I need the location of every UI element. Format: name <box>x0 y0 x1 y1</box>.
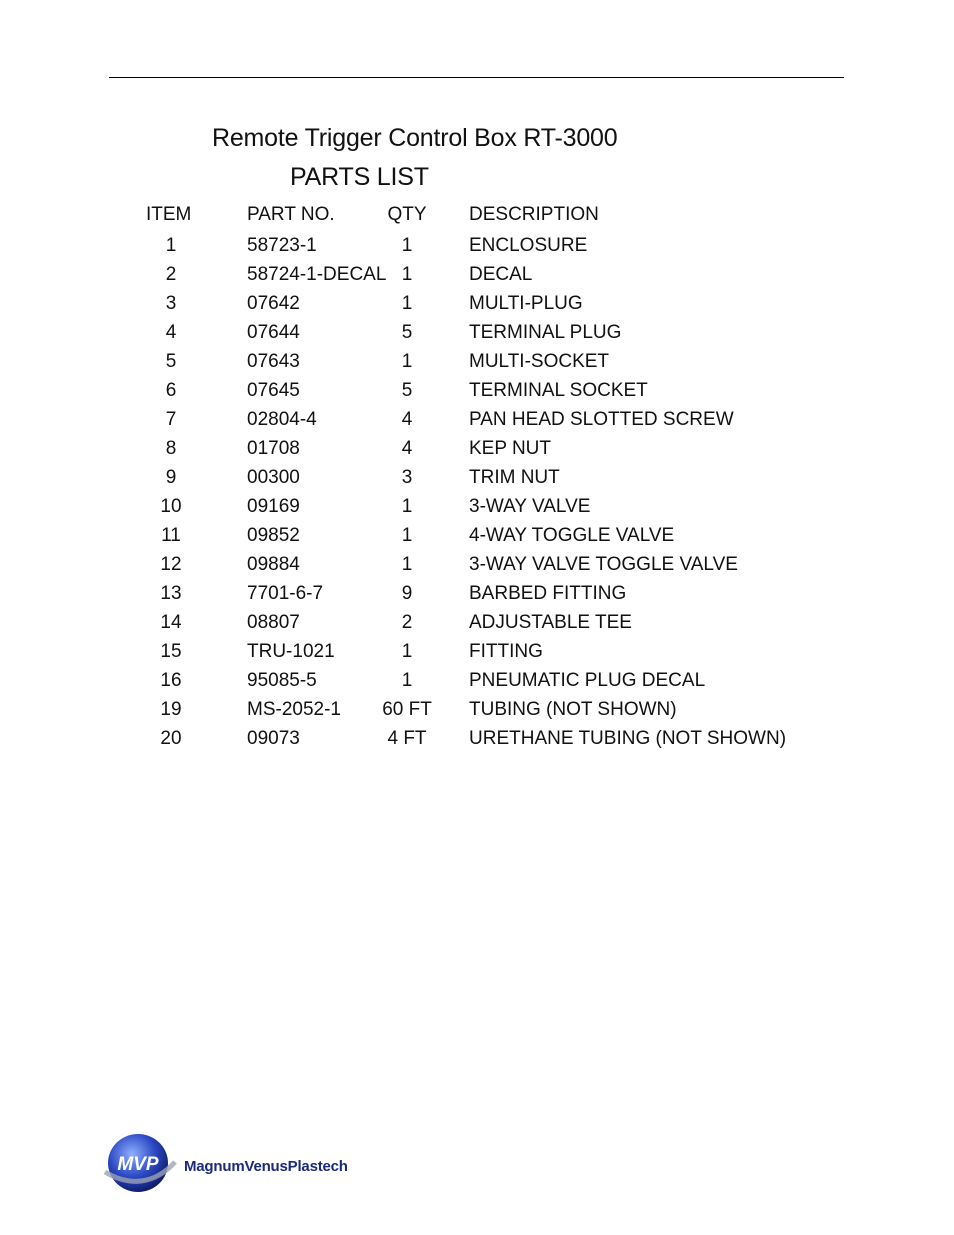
header-qty: QTY <box>387 204 427 225</box>
cell-description: URETHANE TUBING (NOT SHOWN) <box>469 728 787 749</box>
cell-item: 19 <box>160 699 182 720</box>
cell-part-no: 02804-4 <box>247 409 317 430</box>
cell-item: 8 <box>165 438 177 459</box>
cell-item: 14 <box>160 612 182 633</box>
cell-part-no: 09884 <box>247 554 300 575</box>
cell-item: 1 <box>165 235 177 256</box>
cell-item: 20 <box>160 728 182 749</box>
cell-qty: 9 <box>401 583 413 604</box>
cell-item: 16 <box>160 670 182 691</box>
cell-qty: 2 <box>401 612 413 633</box>
cell-qty: 4 <box>401 438 413 459</box>
cell-item: 15 <box>160 641 182 662</box>
cell-qty: 4 FT <box>387 728 427 749</box>
header-description: DESCRIPTION <box>469 204 599 225</box>
cell-description: FITTING <box>469 641 543 662</box>
cell-part-no: TRU-1021 <box>247 641 335 662</box>
cell-part-no: 09169 <box>247 496 300 517</box>
cell-qty: 60 FT <box>382 699 432 720</box>
cell-qty: 1 <box>401 351 413 372</box>
cell-part-no: 01708 <box>247 438 300 459</box>
cell-part-no: 7701-6-7 <box>247 583 324 604</box>
cell-qty: 3 <box>401 467 413 488</box>
cell-item: 5 <box>165 351 177 372</box>
cell-item: 3 <box>165 293 177 314</box>
cell-description: ENCLOSURE <box>469 235 588 256</box>
header-part-no: PART NO. <box>247 204 335 225</box>
cell-description: TRIM NUT <box>469 467 560 488</box>
cell-part-no: MS-2052-1 <box>247 699 341 720</box>
cell-description: DECAL <box>469 264 533 285</box>
cell-qty: 1 <box>401 293 413 314</box>
cell-qty: 5 <box>401 322 413 343</box>
cell-qty: 1 <box>401 525 413 546</box>
cell-part-no: 09073 <box>247 728 300 749</box>
cell-item: 7 <box>165 409 177 430</box>
cell-description: PNEUMATIC PLUG DECAL <box>469 670 706 691</box>
cell-part-no: 58723-1 <box>247 235 317 256</box>
cell-description: BARBED FITTING <box>469 583 627 604</box>
cell-qty: 5 <box>401 380 413 401</box>
cell-part-no: 95085-5 <box>247 670 317 691</box>
cell-description: PAN HEAD SLOTTED SCREW <box>469 409 734 430</box>
cell-qty: 4 <box>401 409 413 430</box>
cell-part-no: 07644 <box>247 322 300 343</box>
cell-description: MULTI-PLUG <box>469 293 583 314</box>
cell-description: ADJUSTABLE TEE <box>469 612 632 633</box>
cell-part-no: 09852 <box>247 525 300 546</box>
cell-item: 10 <box>160 496 182 517</box>
cell-part-no: 07643 <box>247 351 300 372</box>
cell-qty: 1 <box>401 264 413 285</box>
cell-qty: 1 <box>401 554 413 575</box>
cell-description: TERMINAL PLUG <box>469 322 622 343</box>
cell-item: 9 <box>165 467 177 488</box>
cell-qty: 1 <box>401 235 413 256</box>
cell-part-no: 07645 <box>247 380 300 401</box>
cell-description: TUBING (NOT SHOWN) <box>469 699 677 720</box>
document-subtitle: PARTS LIST <box>290 163 429 191</box>
cell-item: 13 <box>160 583 182 604</box>
cell-item: 12 <box>160 554 182 575</box>
cell-item: 6 <box>165 380 177 401</box>
cell-item: 11 <box>161 525 181 546</box>
company-wordmark: MagnumVenusPlastech <box>184 1158 348 1175</box>
document-title: Remote Trigger Control Box RT-3000 <box>212 124 618 152</box>
cell-part-no: 58724-1-DECAL <box>247 264 387 285</box>
cell-item: 2 <box>165 264 177 285</box>
cell-part-no: 08807 <box>247 612 300 633</box>
cell-description: 3-WAY VALVE <box>469 496 591 517</box>
cell-description: TERMINAL SOCKET <box>469 380 648 401</box>
cell-description: KEP NUT <box>469 438 552 459</box>
cell-qty: 1 <box>401 496 413 517</box>
cell-description: 4-WAY TOGGLE VALVE <box>469 525 675 546</box>
cell-description: 3-WAY VALVE TOGGLE VALVE <box>469 554 738 575</box>
cell-item: 4 <box>165 322 177 343</box>
cell-part-no: 00300 <box>247 467 300 488</box>
cell-qty: 1 <box>401 670 413 691</box>
cell-qty: 1 <box>401 641 413 662</box>
header-item: ITEM <box>146 204 192 225</box>
cell-description: MULTI-SOCKET <box>469 351 610 372</box>
cell-part-no: 07642 <box>247 293 300 314</box>
logo-badge-text: MVP <box>117 1154 159 1175</box>
